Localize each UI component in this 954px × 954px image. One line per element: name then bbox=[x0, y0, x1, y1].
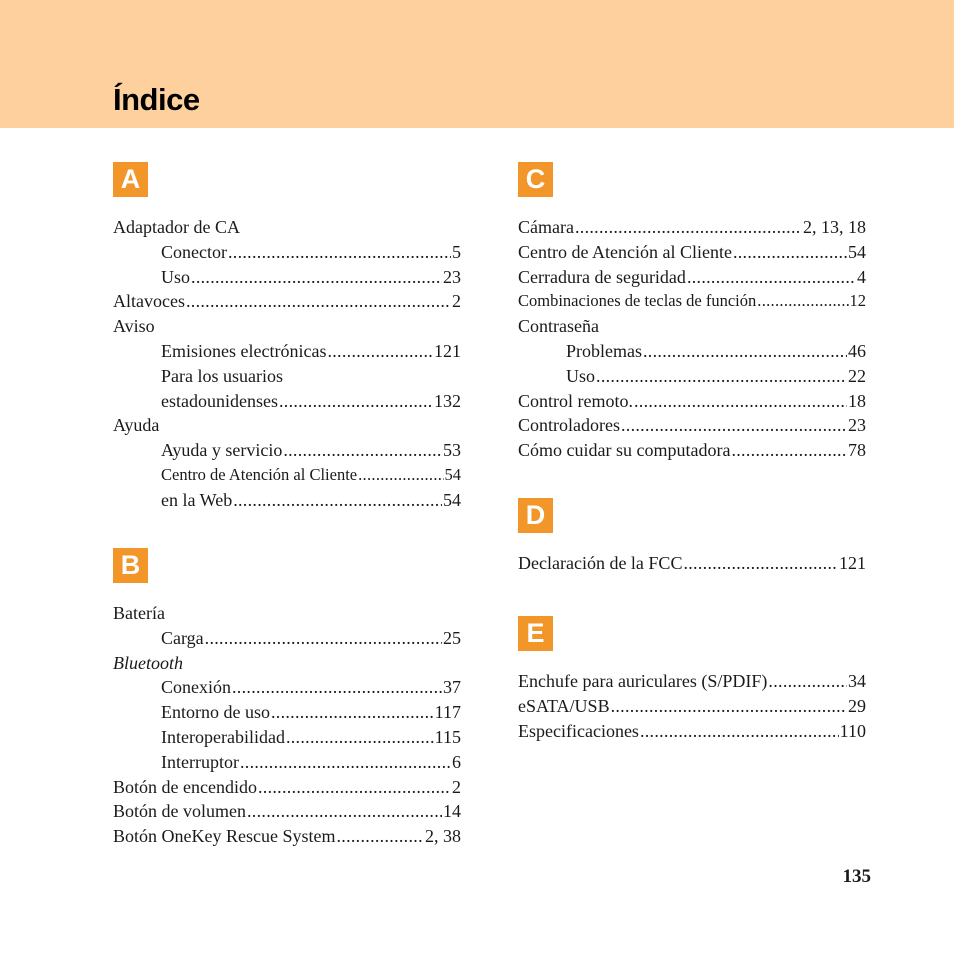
entry-label: Interruptor bbox=[161, 751, 239, 772]
entry-label: eSATA/USB bbox=[518, 695, 610, 716]
entry-label: Especificaciones bbox=[518, 720, 639, 741]
index-entry bbox=[113, 413, 461, 438]
entry-page-ref: 46 bbox=[848, 340, 866, 361]
entry-page-ref: 117 bbox=[434, 702, 461, 723]
entry-list bbox=[113, 215, 461, 513]
entry-label: Control remoto. bbox=[518, 390, 633, 411]
entry-label: Cámara bbox=[518, 217, 574, 237]
dot-leader bbox=[205, 626, 442, 651]
page-number: 135 bbox=[842, 866, 871, 887]
entry-label: Cómo cuidar su computadora bbox=[518, 440, 731, 461]
entry-page-ref: 121 bbox=[434, 340, 461, 361]
dot-leader bbox=[186, 289, 451, 314]
dot-leader bbox=[228, 240, 451, 265]
dot-leader bbox=[768, 669, 847, 694]
entry-page-ref: 2, 38 bbox=[425, 826, 461, 847]
index-entry bbox=[518, 240, 866, 265]
entry-label: Altavoces bbox=[113, 291, 185, 312]
section-letter-badge: A bbox=[113, 162, 148, 197]
index-entry bbox=[518, 719, 866, 744]
entry-label: Centro de Atención al Cliente bbox=[161, 464, 358, 484]
index-entry bbox=[113, 725, 461, 750]
index-entry bbox=[113, 626, 461, 651]
entry-label: Emisiones electrónicas bbox=[161, 340, 327, 361]
entry-page-ref: 6 bbox=[452, 751, 461, 772]
index-entry bbox=[113, 601, 461, 626]
dot-leader bbox=[611, 694, 847, 719]
entry-label: Batería bbox=[113, 603, 165, 623]
entry-page-ref: 78 bbox=[848, 440, 866, 461]
index-entry bbox=[518, 551, 866, 576]
section-letter-badge: C bbox=[518, 162, 553, 197]
entry-label: Entorno de uso bbox=[161, 702, 270, 723]
dot-leader bbox=[240, 750, 451, 775]
header-band bbox=[0, 0, 954, 128]
entry-page-ref: 34 bbox=[848, 671, 866, 691]
entry-page-ref: 23 bbox=[443, 266, 461, 287]
entry-label: Centro de Atención al Cliente bbox=[518, 241, 732, 262]
entry-page-ref: 4 bbox=[857, 266, 866, 287]
index-entry bbox=[518, 289, 866, 314]
entry-list bbox=[518, 215, 866, 463]
entry-label: Adaptador de CA bbox=[113, 217, 240, 237]
entry-label: Aviso bbox=[113, 316, 155, 337]
entry-label: Ayuda y servicio bbox=[161, 440, 283, 461]
entry-page-ref: 54 bbox=[444, 464, 461, 484]
index-entry bbox=[113, 675, 461, 700]
index-entry bbox=[518, 389, 866, 414]
index-entry bbox=[113, 799, 461, 824]
dot-leader bbox=[271, 700, 434, 725]
dot-leader bbox=[643, 339, 847, 364]
entry-page-ref: 37 bbox=[443, 677, 461, 698]
entry-page-ref: 53 bbox=[443, 440, 461, 461]
entry-page-ref: 54 bbox=[848, 241, 866, 262]
dot-leader bbox=[733, 240, 847, 265]
dot-leader bbox=[336, 824, 424, 849]
index-entry bbox=[518, 339, 866, 364]
dot-leader bbox=[640, 719, 839, 744]
index-entry bbox=[518, 265, 866, 290]
index-entry bbox=[113, 488, 461, 513]
dot-leader bbox=[232, 675, 442, 700]
entry-page-ref: 22 bbox=[848, 365, 866, 386]
dot-leader bbox=[258, 775, 451, 800]
dot-leader bbox=[687, 265, 856, 290]
entry-label: Uso bbox=[161, 266, 191, 287]
entry-page-ref: 23 bbox=[848, 415, 866, 436]
index-entry bbox=[113, 775, 461, 800]
index-entry bbox=[113, 339, 461, 364]
entry-label: Conexión bbox=[161, 677, 231, 698]
dot-leader bbox=[247, 799, 442, 824]
entry-page-ref: 115 bbox=[434, 726, 461, 747]
entry-label: Cerradura de seguridad bbox=[518, 266, 686, 287]
index-entry bbox=[113, 463, 461, 488]
dot-leader bbox=[279, 389, 433, 414]
entry-page-ref: 14 bbox=[443, 801, 461, 822]
entry-page-ref: 25 bbox=[443, 627, 461, 648]
index-entry bbox=[113, 700, 461, 725]
entry-label: Carga bbox=[161, 627, 204, 648]
entry-list bbox=[113, 601, 461, 849]
entry-page-ref: 5 bbox=[452, 241, 461, 262]
entry-label: Problemas bbox=[566, 340, 642, 361]
entry-label: en la Web bbox=[161, 489, 233, 510]
dot-leader bbox=[283, 438, 442, 463]
section-letter-badge: E bbox=[518, 616, 553, 651]
entry-page-ref: 2 bbox=[452, 291, 461, 312]
entry-list bbox=[518, 551, 866, 576]
index-entry bbox=[518, 669, 866, 694]
index-entry bbox=[113, 438, 461, 463]
index-entry bbox=[113, 240, 461, 265]
index-entry bbox=[518, 215, 866, 240]
entry-label: Controladores bbox=[518, 415, 620, 436]
index-entry bbox=[518, 438, 866, 463]
dot-leader bbox=[191, 265, 442, 290]
entry-label: Botón de encendido bbox=[113, 776, 257, 797]
entry-page-ref: 132 bbox=[434, 390, 461, 411]
entry-label: Conector bbox=[161, 241, 227, 262]
entry-label: Interoperabilidad bbox=[161, 726, 285, 747]
index-entry bbox=[113, 215, 461, 240]
section-letter-badge: B bbox=[113, 548, 148, 583]
entry-page-ref: 2, 13, 18 bbox=[803, 217, 866, 237]
entry-page-ref: 18 bbox=[848, 390, 866, 411]
dot-leader bbox=[575, 215, 802, 240]
entry-list bbox=[518, 669, 866, 743]
index-entry bbox=[113, 265, 461, 290]
entry-label: Declaración de la FCC bbox=[518, 553, 683, 573]
dot-leader bbox=[683, 551, 838, 576]
entry-label: Combinaciones de teclas de función bbox=[518, 291, 757, 311]
entry-label: Uso bbox=[566, 365, 596, 386]
dot-leader bbox=[621, 413, 847, 438]
dot-leader bbox=[596, 364, 847, 389]
entry-label: Ayuda bbox=[113, 415, 160, 436]
entry-label: Botón OneKey Rescue System bbox=[113, 826, 336, 847]
index-entry bbox=[518, 364, 866, 389]
dot-leader bbox=[757, 289, 848, 314]
index-entry bbox=[113, 289, 461, 314]
index-entry bbox=[113, 314, 461, 339]
entry-page-ref: 54 bbox=[443, 489, 461, 510]
index-entry bbox=[113, 364, 461, 389]
entry-page-ref: 2 bbox=[452, 776, 461, 797]
entry-label: Botón de volumen bbox=[113, 801, 246, 822]
dot-leader bbox=[731, 438, 847, 463]
dot-leader bbox=[358, 463, 443, 488]
page-title: Índice bbox=[113, 82, 200, 117]
entry-page-ref: 110 bbox=[839, 720, 866, 741]
entry-label: Enchufe para auriculares (S/PDIF) bbox=[518, 671, 768, 691]
index-entry bbox=[113, 651, 461, 676]
entry-page-ref: 121 bbox=[839, 553, 866, 573]
index-entry bbox=[113, 389, 461, 414]
entry-label: Para los usuarios bbox=[161, 365, 283, 386]
dot-leader bbox=[327, 339, 433, 364]
entry-label: estadounidenses bbox=[161, 390, 278, 411]
entry-label: Bluetooth bbox=[113, 652, 183, 673]
dot-leader bbox=[233, 488, 442, 513]
section-letter-badge: D bbox=[518, 498, 553, 533]
index-entry bbox=[518, 314, 866, 339]
index-entry bbox=[113, 824, 461, 849]
dot-leader bbox=[286, 725, 434, 750]
entry-label: Contraseña bbox=[518, 316, 599, 337]
entry-page-ref: 29 bbox=[848, 695, 866, 716]
dot-leader bbox=[634, 389, 847, 414]
index-entry bbox=[518, 413, 866, 438]
entry-page-ref: 12 bbox=[849, 291, 866, 311]
index-entry bbox=[518, 694, 866, 719]
index-entry bbox=[113, 750, 461, 775]
